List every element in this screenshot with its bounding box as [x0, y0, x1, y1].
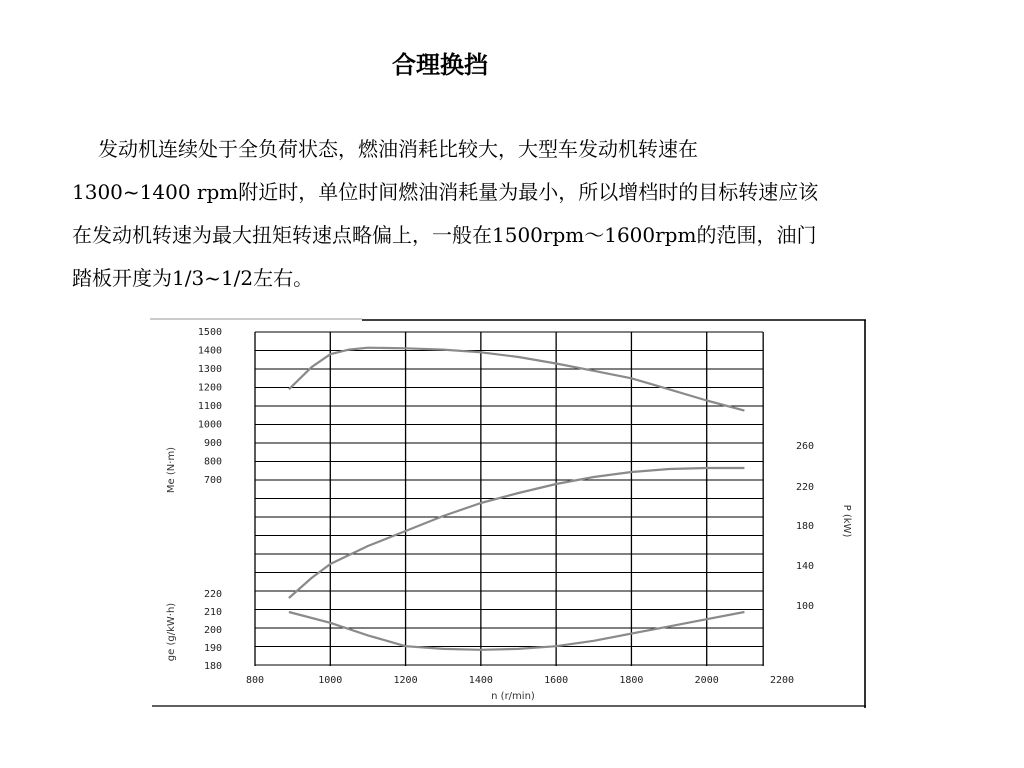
x-tick-label: 1200 — [393, 675, 418, 686]
fuel-tick-label: 190 — [203, 643, 222, 654]
power-tick-label: 140 — [796, 561, 815, 572]
engine-characteristic-chart — [150, 318, 866, 708]
torque-tick-label: 1000 — [197, 419, 222, 431]
fuel-tick-label: 200 — [203, 625, 222, 636]
power-tick-label: 100 — [796, 601, 815, 612]
tick-labels — [198, 327, 814, 686]
power-tick-label: 260 — [796, 441, 815, 452]
x-tick-label: 1000 — [318, 675, 343, 686]
torque-tick-label: 1100 — [197, 401, 222, 412]
torque-curve — [289, 348, 745, 411]
torque-tick-label: 1200 — [197, 382, 222, 394]
torque-tick-label: 700 — [203, 475, 222, 486]
power-axis-title: P (kW) — [841, 504, 852, 538]
paragraph-line: 在发动机转速为最大扭矩转速点略偏上，一般在1500rpm～1600rpm的范围，油门 — [72, 223, 817, 247]
paragraph-line: 踏板开度为1/3~1/2左右。 — [72, 266, 314, 290]
fuel-axis-title: ge (g/kW·h) — [166, 602, 177, 662]
paragraph-line: 1300~1400 rpm附近时，单位时间燃油消耗量为最小，所以增档时的目标转速应该 — [72, 180, 819, 204]
torque-tick-label: 800 — [203, 456, 222, 468]
slide-title: 合理换挡 — [392, 51, 488, 79]
body-paragraph — [72, 128, 942, 300]
power-tick-label: 220 — [796, 482, 815, 493]
torque-axis-title: Me (N·m) — [166, 446, 177, 494]
torque-tick-label: 900 — [203, 438, 222, 449]
x-tick-label: 800 — [245, 675, 265, 686]
x-tick-label: 2000 — [694, 675, 719, 686]
fuel-tick-label: 210 — [203, 607, 222, 618]
fuel-tick-label: 180 — [203, 661, 222, 672]
torque-tick-label: 1400 — [197, 345, 222, 357]
x-tick-label: 2200 — [769, 675, 795, 686]
grid — [255, 332, 763, 666]
x-axis-title: n (r/min) — [491, 691, 535, 702]
x-tick-label: 1400 — [468, 675, 493, 686]
chart-svg — [150, 318, 866, 708]
power-tick-label: 180 — [796, 521, 815, 532]
x-tick-label: 1600 — [544, 675, 569, 686]
paragraph-line: 发动机连续处于全负荷状态，燃油消耗比较大，大型车发动机转速在 — [98, 137, 698, 161]
fuel-tick-label: 220 — [203, 589, 222, 600]
x-tick-label: 1800 — [619, 675, 644, 686]
power-curve — [289, 468, 745, 598]
torque-tick-label: 1500 — [197, 327, 222, 338]
torque-tick-label: 1300 — [197, 364, 222, 375]
fuel-consumption-curve — [289, 612, 745, 650]
